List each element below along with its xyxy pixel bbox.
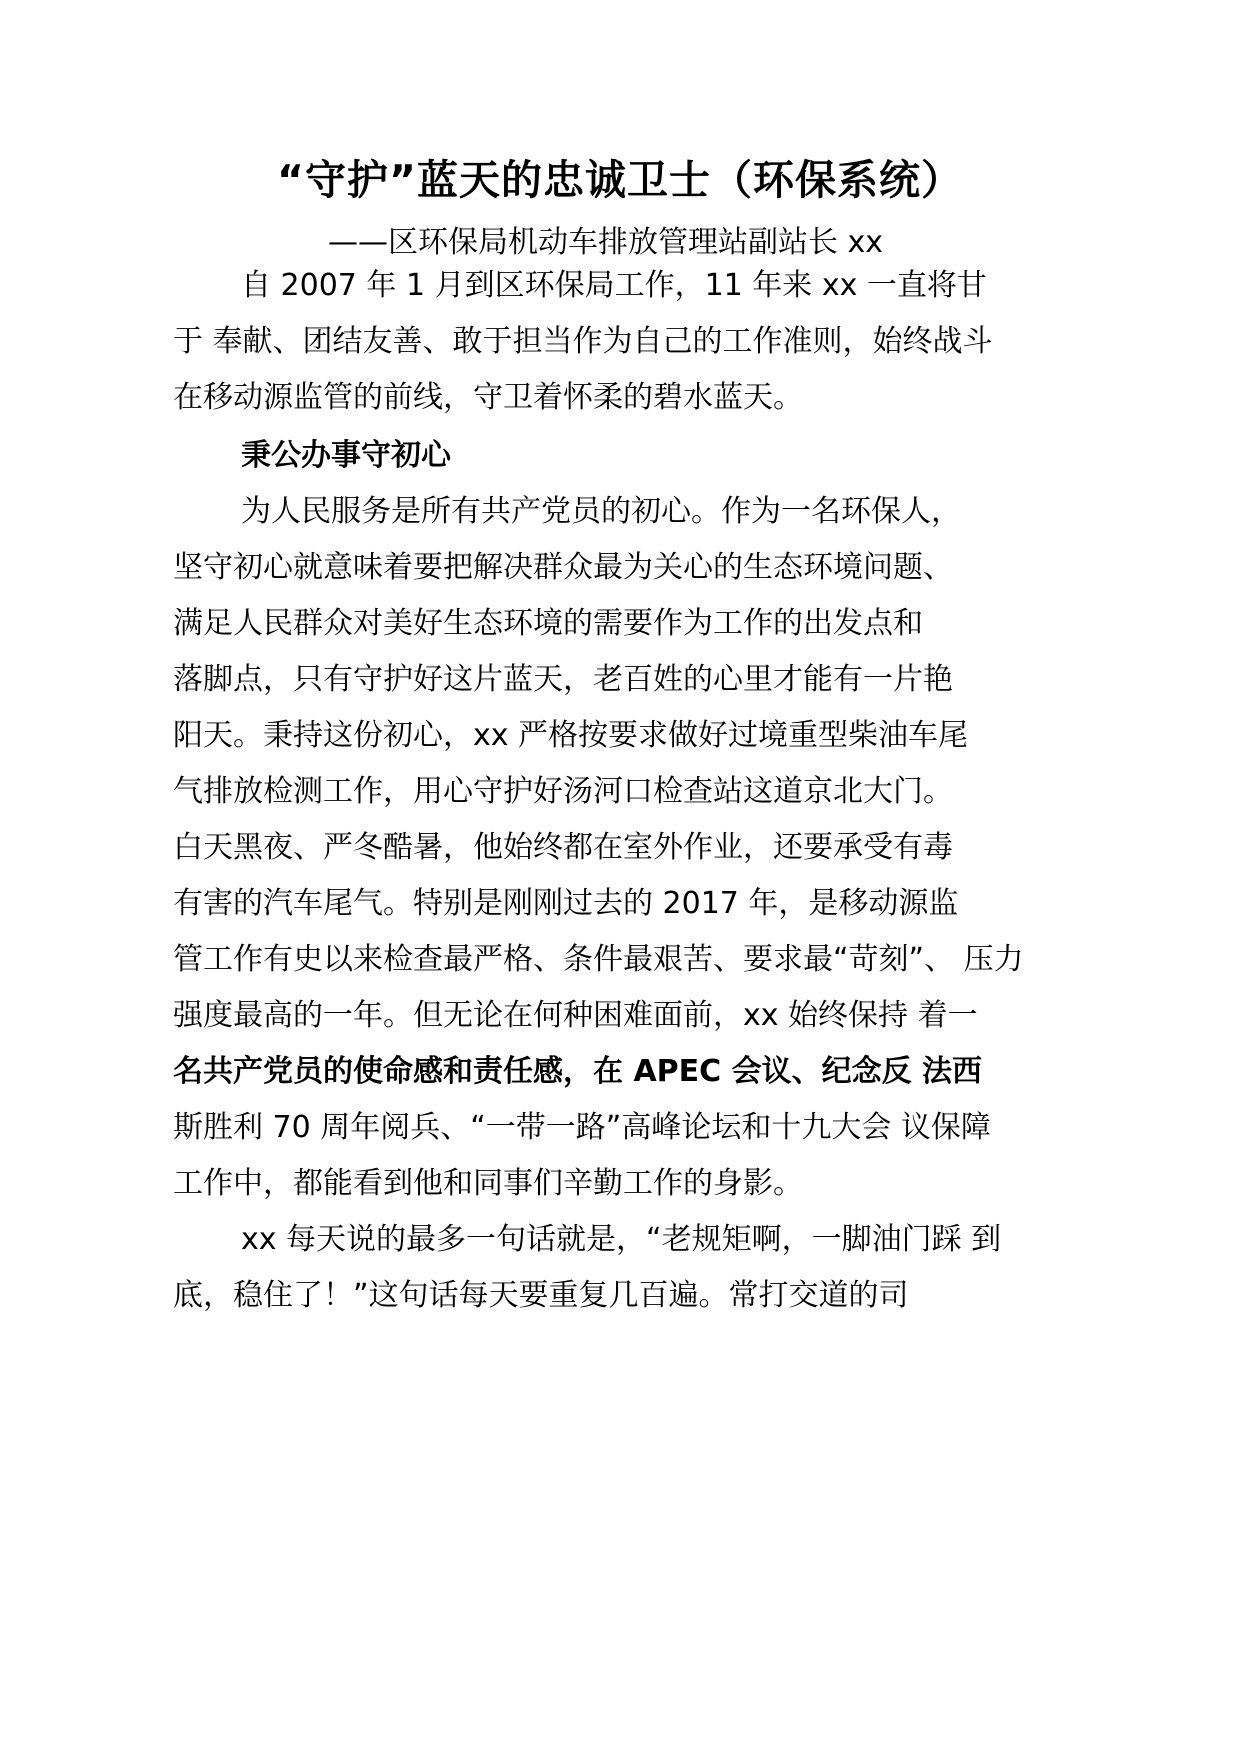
paragraph-line: 名共产党员的使命感和责任感，在 APEC 会议、纪念反 法西	[173, 1054, 983, 1089]
paragraph-line: 强度最高的一年。但无论在何种困难面前，xx 始终保持 着一	[173, 998, 978, 1033]
paragraph-line: 坚守初心就意味着要把解决群众最为关心的生态环境问题、	[173, 550, 953, 585]
paragraph-line: 有害的汽车尾气。特别是刚刚过去的 2017 年，是移动源监	[173, 886, 959, 921]
paragraph-1	[173, 484, 1073, 1212]
paragraph-line: 管工作有史以来检查最严格、条件最艰苦、要求最“苛刻”、 压力	[173, 942, 1024, 977]
paragraph-line: 落脚点，只有守护好这片蓝天，老百姓的心里才能有一片艳	[173, 662, 953, 697]
paragraph-line: xx 每天说的最多一句话就是，“老规矩啊，一脚油门踩 到	[241, 1222, 1002, 1257]
intro-line: 在移动源监管的前线，守卫着怀柔的碧水蓝天。	[173, 380, 803, 415]
paragraph-line: 工作中，都能看到他和同事们辛勤工作的身影。	[173, 1166, 803, 1201]
paragraph-line: 斯胜利 70 周年阅兵、“一带一路”高峰论坛和十九大会 议保障	[173, 1110, 991, 1145]
paragraph-line: 为人民服务是所有共产党员的初心。作为一名环保人，	[241, 494, 961, 529]
section-heading-block	[173, 428, 1073, 484]
paragraph-line: 阳天。秉持这份初心，xx 严格按要求做好过境重型柴油车尾	[173, 718, 969, 753]
intro-line: 于 奉献、团结友善、敢于担当作为自己的工作准则，始终战斗	[173, 324, 993, 359]
document-title: “守护”蓝天的忠诚卫士（环保系统）	[277, 156, 963, 204]
paragraph-line: 气排放检测工作，用心守护好汤河口检查站这道京北大门。	[173, 774, 953, 809]
paragraph-2	[173, 1212, 1073, 1324]
intro-paragraph	[173, 258, 1073, 426]
paragraph-line: 白天黑夜、严冬酷暑，他始终都在室外作业，还要承受有毒	[173, 830, 953, 865]
section-heading: 秉公办事守初心	[241, 438, 451, 473]
paragraph-line: 满足人民群众对美好生态环境的需要作为工作的出发点和	[173, 606, 923, 641]
paragraph-line: 底，稳住了！”这句话每天要重复几百遍。常打交道的司	[173, 1278, 909, 1313]
intro-line: 自 2007 年 1 月到区环保局工作，11 年来 xx 一直将甘	[241, 268, 987, 303]
document-subtitle: ——区环保局机动车排放管理站副站长 xx	[328, 225, 884, 260]
